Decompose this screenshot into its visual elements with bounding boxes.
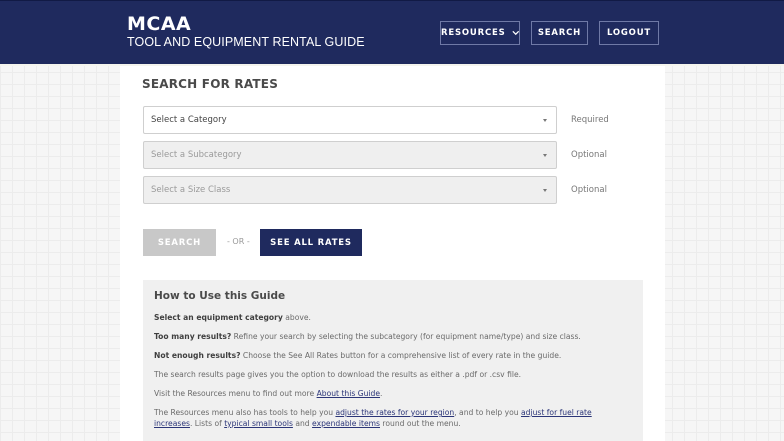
- howto-paragraph: [154, 331, 632, 342]
- how-to-heading: How to Use this Guide: [154, 290, 286, 302]
- howto-text: above.: [282, 313, 311, 322]
- category-select[interactable]: [143, 106, 557, 134]
- small-tools-link[interactable]: typical small tools: [224, 419, 293, 428]
- subcategory-select[interactable]: [143, 141, 557, 169]
- site-header: [0, 0, 784, 64]
- page-title: SEARCH FOR RATES: [142, 77, 279, 91]
- search-button[interactable]: SEARCH: [143, 229, 216, 256]
- howto-text: , and to help you: [454, 408, 521, 417]
- see-all-rates-button[interactable]: SEE ALL RATES: [260, 229, 362, 256]
- search-panel: [120, 66, 665, 441]
- size-class-select-value: Select a Size Class: [151, 185, 231, 195]
- category-select-value: Select a Category: [151, 115, 227, 125]
- resources-label: RESOURCES: [441, 28, 506, 38]
- or-separator: - OR -: [227, 237, 250, 246]
- adjust-region-link[interactable]: adjust the rates for your region: [335, 408, 455, 417]
- dropdown-caret-icon: [543, 119, 547, 122]
- howto-text: round out the menu.: [380, 419, 461, 428]
- subcategory-select-value: Select a Subcategory: [151, 150, 242, 160]
- howto-bold: Select an equipment category: [154, 313, 283, 322]
- howto-bold: Too many results?: [154, 332, 232, 341]
- subcategory-optional-label: Optional: [571, 150, 607, 160]
- about-guide-link[interactable]: About this Guide: [316, 389, 381, 398]
- dropdown-caret-icon: [543, 154, 547, 157]
- size-class-optional-label: Optional: [571, 185, 607, 195]
- expendable-items-link[interactable]: expendable items: [312, 419, 380, 428]
- howto-text: Visit the Resources menu to find out more: [154, 389, 317, 398]
- howto-paragraph: The search results page gives you the option to download the results as either a .pdf or .csv file.: [154, 370, 522, 379]
- howto-paragraph: [154, 350, 632, 361]
- logout-button[interactable]: LOGOUT: [599, 21, 659, 45]
- howto-text: and: [292, 419, 313, 428]
- site-logo[interactable]: [127, 14, 365, 50]
- dropdown-caret-icon: [543, 189, 547, 192]
- logo-mark: MCAA: [127, 13, 192, 35]
- category-required-label: Required: [571, 115, 609, 125]
- logo-subtitle: TOOL AND EQUIPMENT RENTAL GUIDE: [127, 35, 365, 49]
- howto-text: .: [380, 389, 383, 398]
- how-to-use-box: [143, 280, 643, 441]
- size-class-select[interactable]: [143, 176, 557, 204]
- howto-paragraph: [154, 312, 632, 323]
- howto-text: Refine your search by selecting the subcategory (for equipment name/type) and size class.: [231, 332, 581, 341]
- howto-text: The Resources menu also has tools to help you: [154, 408, 336, 417]
- howto-bold: Not enough results?: [154, 351, 241, 360]
- howto-text: . Lists of: [189, 419, 225, 428]
- chevron-down-icon: [512, 30, 519, 36]
- adjust-fuel-link[interactable]: adjust for fuel rate increases: [154, 408, 592, 428]
- howto-paragraph: [154, 407, 632, 429]
- resources-menu-button[interactable]: [440, 21, 520, 45]
- howto-text: Choose the See All Rates button for a comprehensive list of every rate in the guide.: [240, 351, 562, 360]
- howto-paragraph: [154, 388, 632, 399]
- nav-search-button[interactable]: SEARCH: [531, 21, 588, 45]
